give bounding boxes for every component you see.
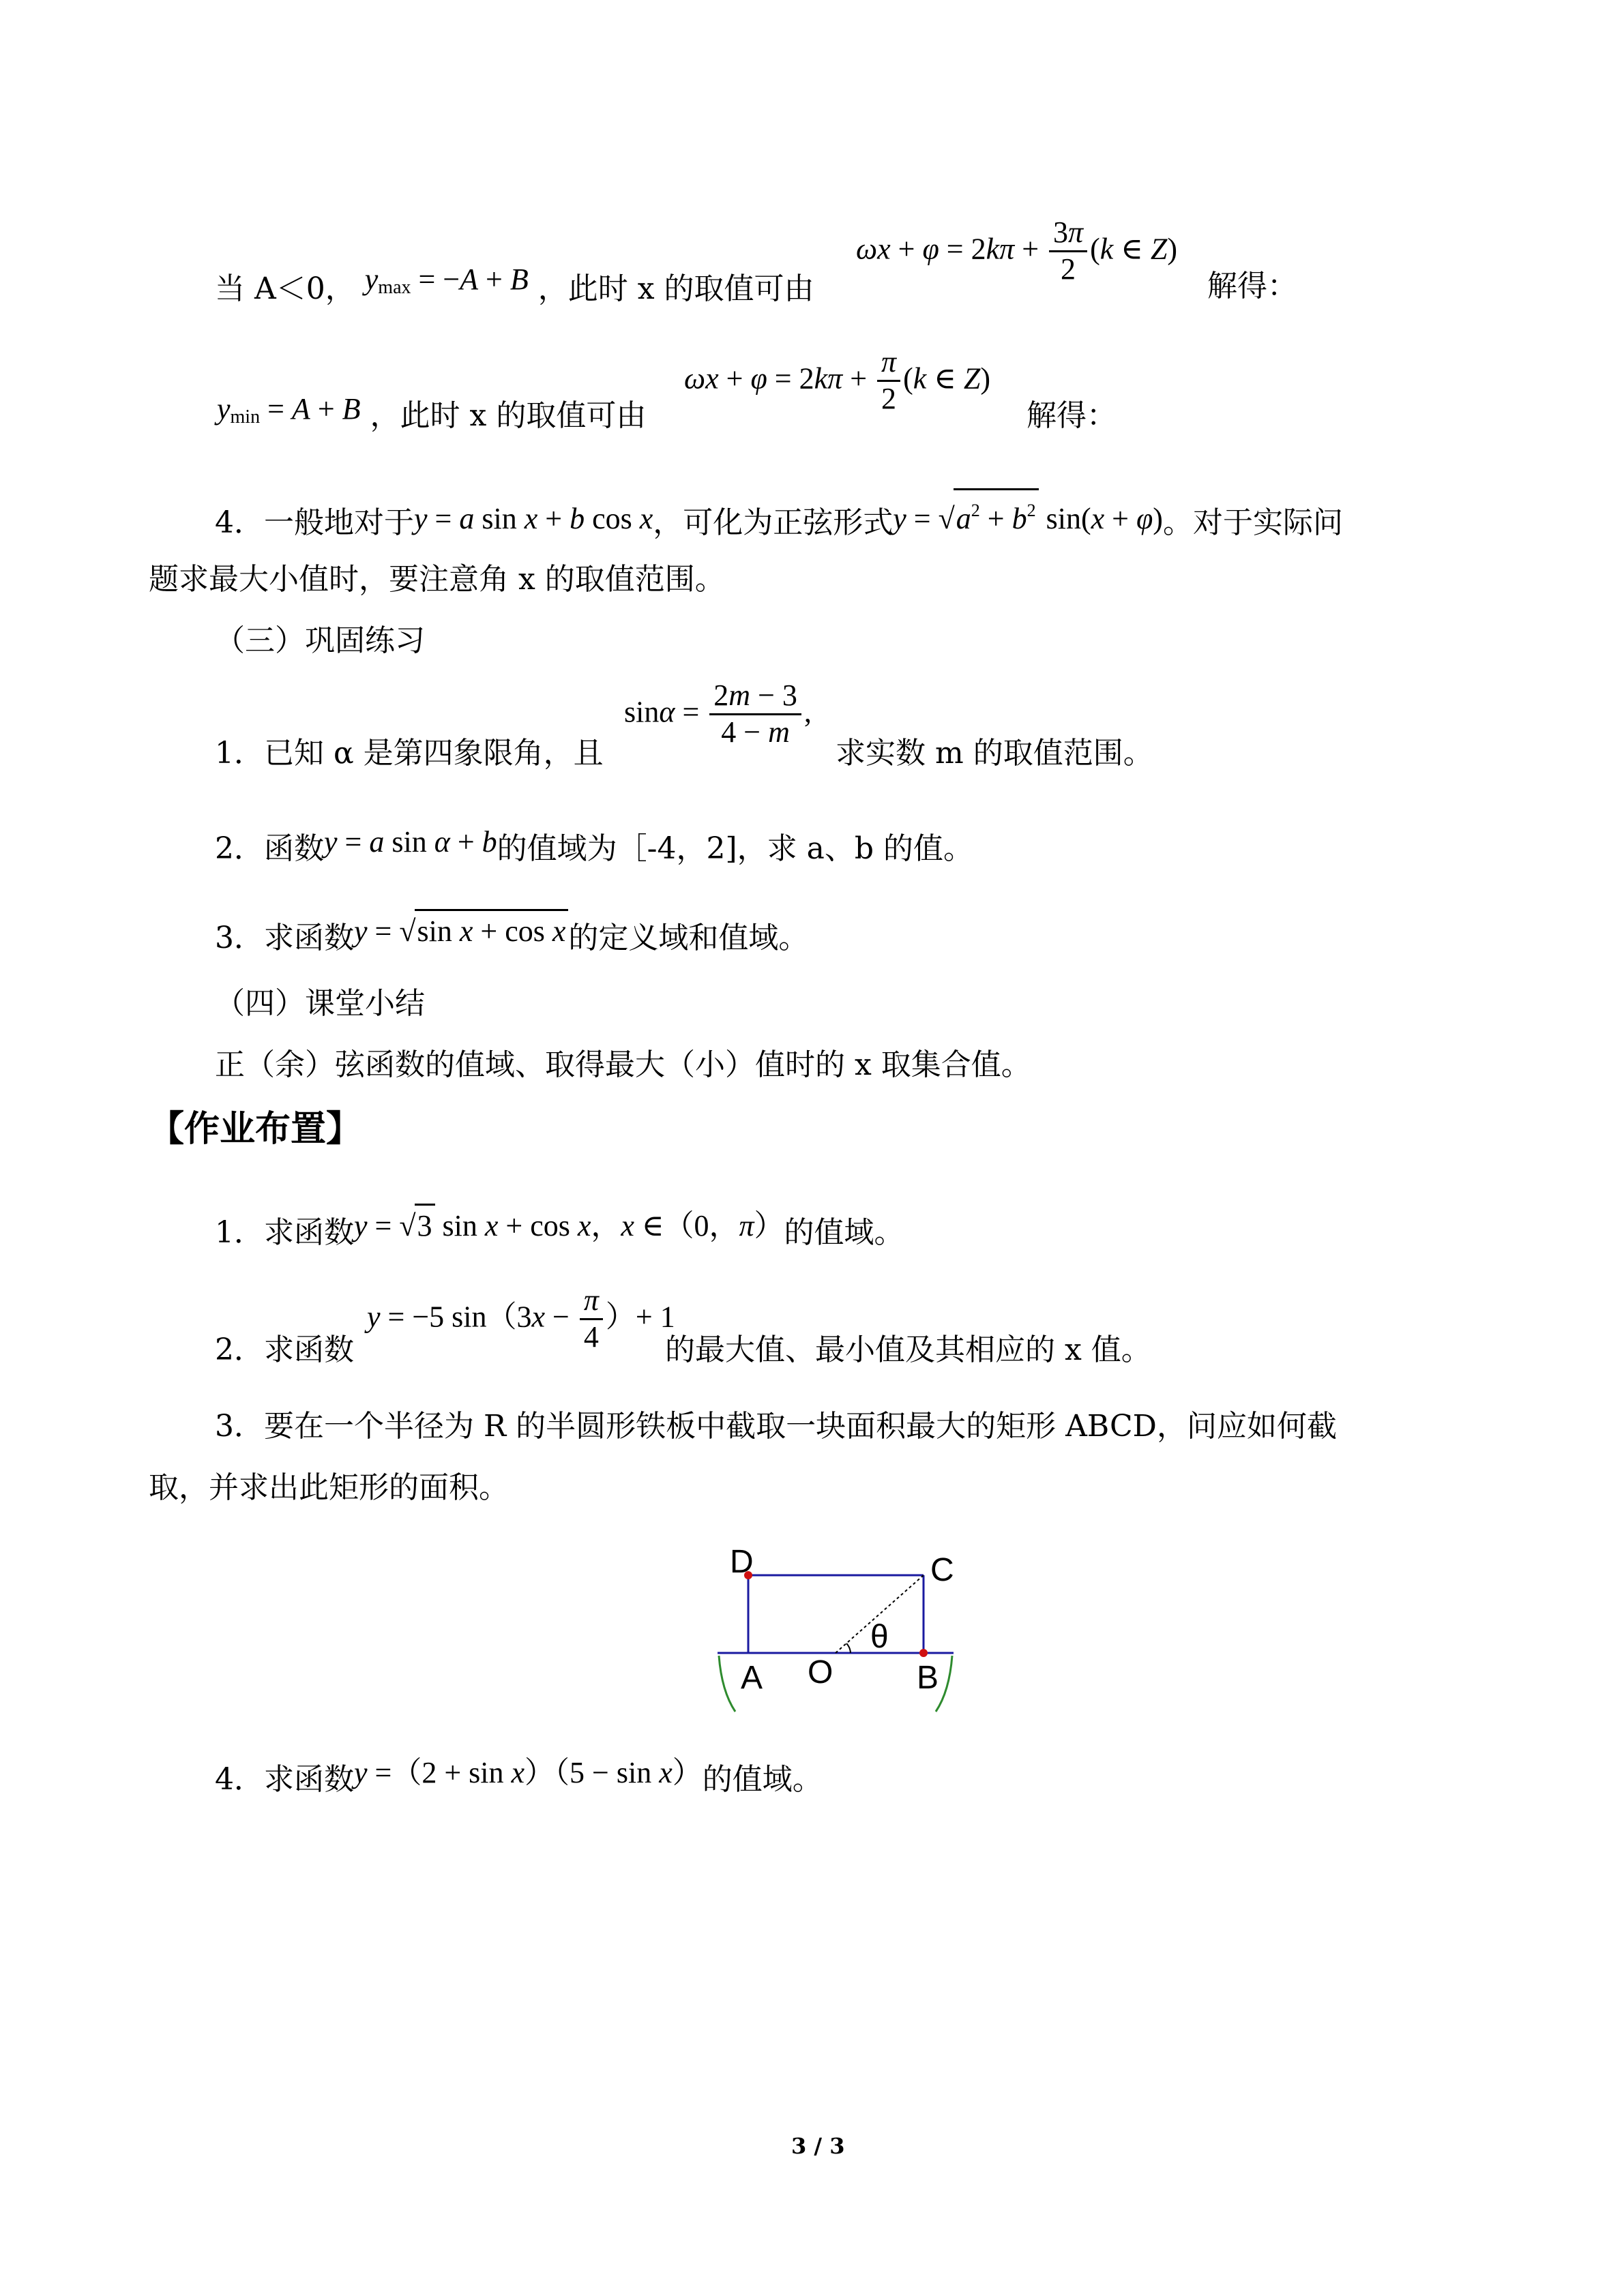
formula-asin-b: y = a sin α + b [324,825,497,859]
formula-asinbcos: y = a sin x + b cos x [414,502,653,535]
exercise-2: 2．函数y = a sin α + b的值域为［-4，2]，求 a、b 的值。 [215,825,974,866]
semicircle-arc-left [719,1656,735,1712]
line-ymin-end: 解得： [1027,398,1117,433]
homework-2: 2．求函数 [215,1332,354,1367]
formula-sqrt-sincos: y = √sin x + cos x [354,914,568,948]
label-O: O [808,1654,833,1690]
homework-2-end: 的最大值、最小值及其相应的 x 值。 [665,1332,1151,1367]
homework-heading: 【作业布置】 [149,1109,362,1150]
exercise-3: 3．求函数y = √sin x + cos x的定义域和值域。 [215,909,808,959]
formula-condition-pi2: ωx + φ = 2kπ + $\frac{\pi}{2}$ (k ∈ Z) [684,345,990,415]
line-general: 4．一般地对于y = a sin x + b cos x，可化为正弦形式$y = √a^2 + b^2$ sin(x + φ)。对于实际问 [215,488,1343,543]
page-number: 3 / 3 [791,2133,845,2159]
line-range-note: 题求最大小值时，要注意角 x 的取值范围。 [149,562,725,597]
formula-5sin: y = −5 sin（3x − $\frac{\pi}{4}$ ）+ 1 [367,1283,675,1354]
homework-3-line1: 3．要在一个半径为 R 的半圆形铁板中截取一块面积最大的矩形 ABCD，问应如何截 [215,1409,1337,1444]
formula-product: y =（2 + sin x）（5 − sin x） [354,1756,703,1789]
label-theta: θ [870,1619,889,1655]
formula-ymin: $y_{min} = A + B$ [217,392,361,428]
homework-4: 4．求函数y =（2 + sin x）（5 − sin x）的值域。 [215,1756,823,1797]
formula-ymax: $y_{max} = -A + B$ [364,263,529,298]
section-practice: （三）巩固练习 [215,623,425,658]
label-B: B [917,1660,939,1696]
exercise-1-end: 求实数 m 的取值范围。 [836,736,1153,771]
label-C: C [930,1552,954,1588]
line-amax: 当 A＜0， $y_{max} = -A + B$ ，此时 x 的取值可由 [215,263,814,306]
line-amax-end: 解得： [1207,269,1297,303]
formula-condition-3pi2: ωx + φ = 2kπ + $\frac{3\pi}{2}$ (k ∈ Z) [856,215,1177,286]
exercise-1: 1．已知 α 是第四象限角，且 [215,736,604,771]
angle-theta-arc [846,1643,851,1653]
line-ymin: $y_{min} = A + B$ ，此时 x 的取值可由 [217,392,647,433]
homework-1: 1．求函数y = √3 sin x + cos x，x ∈（0，π）的值域。 [215,1204,904,1253]
formula-sine-form: $y = √a^2 + b^2$ sin(x + φ) [893,502,1163,535]
section-summary: （四）课堂小结 [215,986,425,1021]
semicircle-rectangle-diagram [709,1533,969,1718]
summary-text: 正（余）弦函数的值域、取得最大（小）值时的 x 取集合值。 [215,1047,1031,1082]
formula-root3-sin-cos: y = √3 sin x + cos x，x ∈（0，π） [354,1209,784,1242]
formula-sin-alpha: sinα = $\frac{2m - 3}{4 - m}$ , [624,679,812,749]
label-D: D [730,1544,754,1580]
label-A: A [741,1660,763,1696]
homework-3-line2: 取，并求出此矩形的面积。 [149,1470,509,1505]
point-B [919,1649,928,1657]
